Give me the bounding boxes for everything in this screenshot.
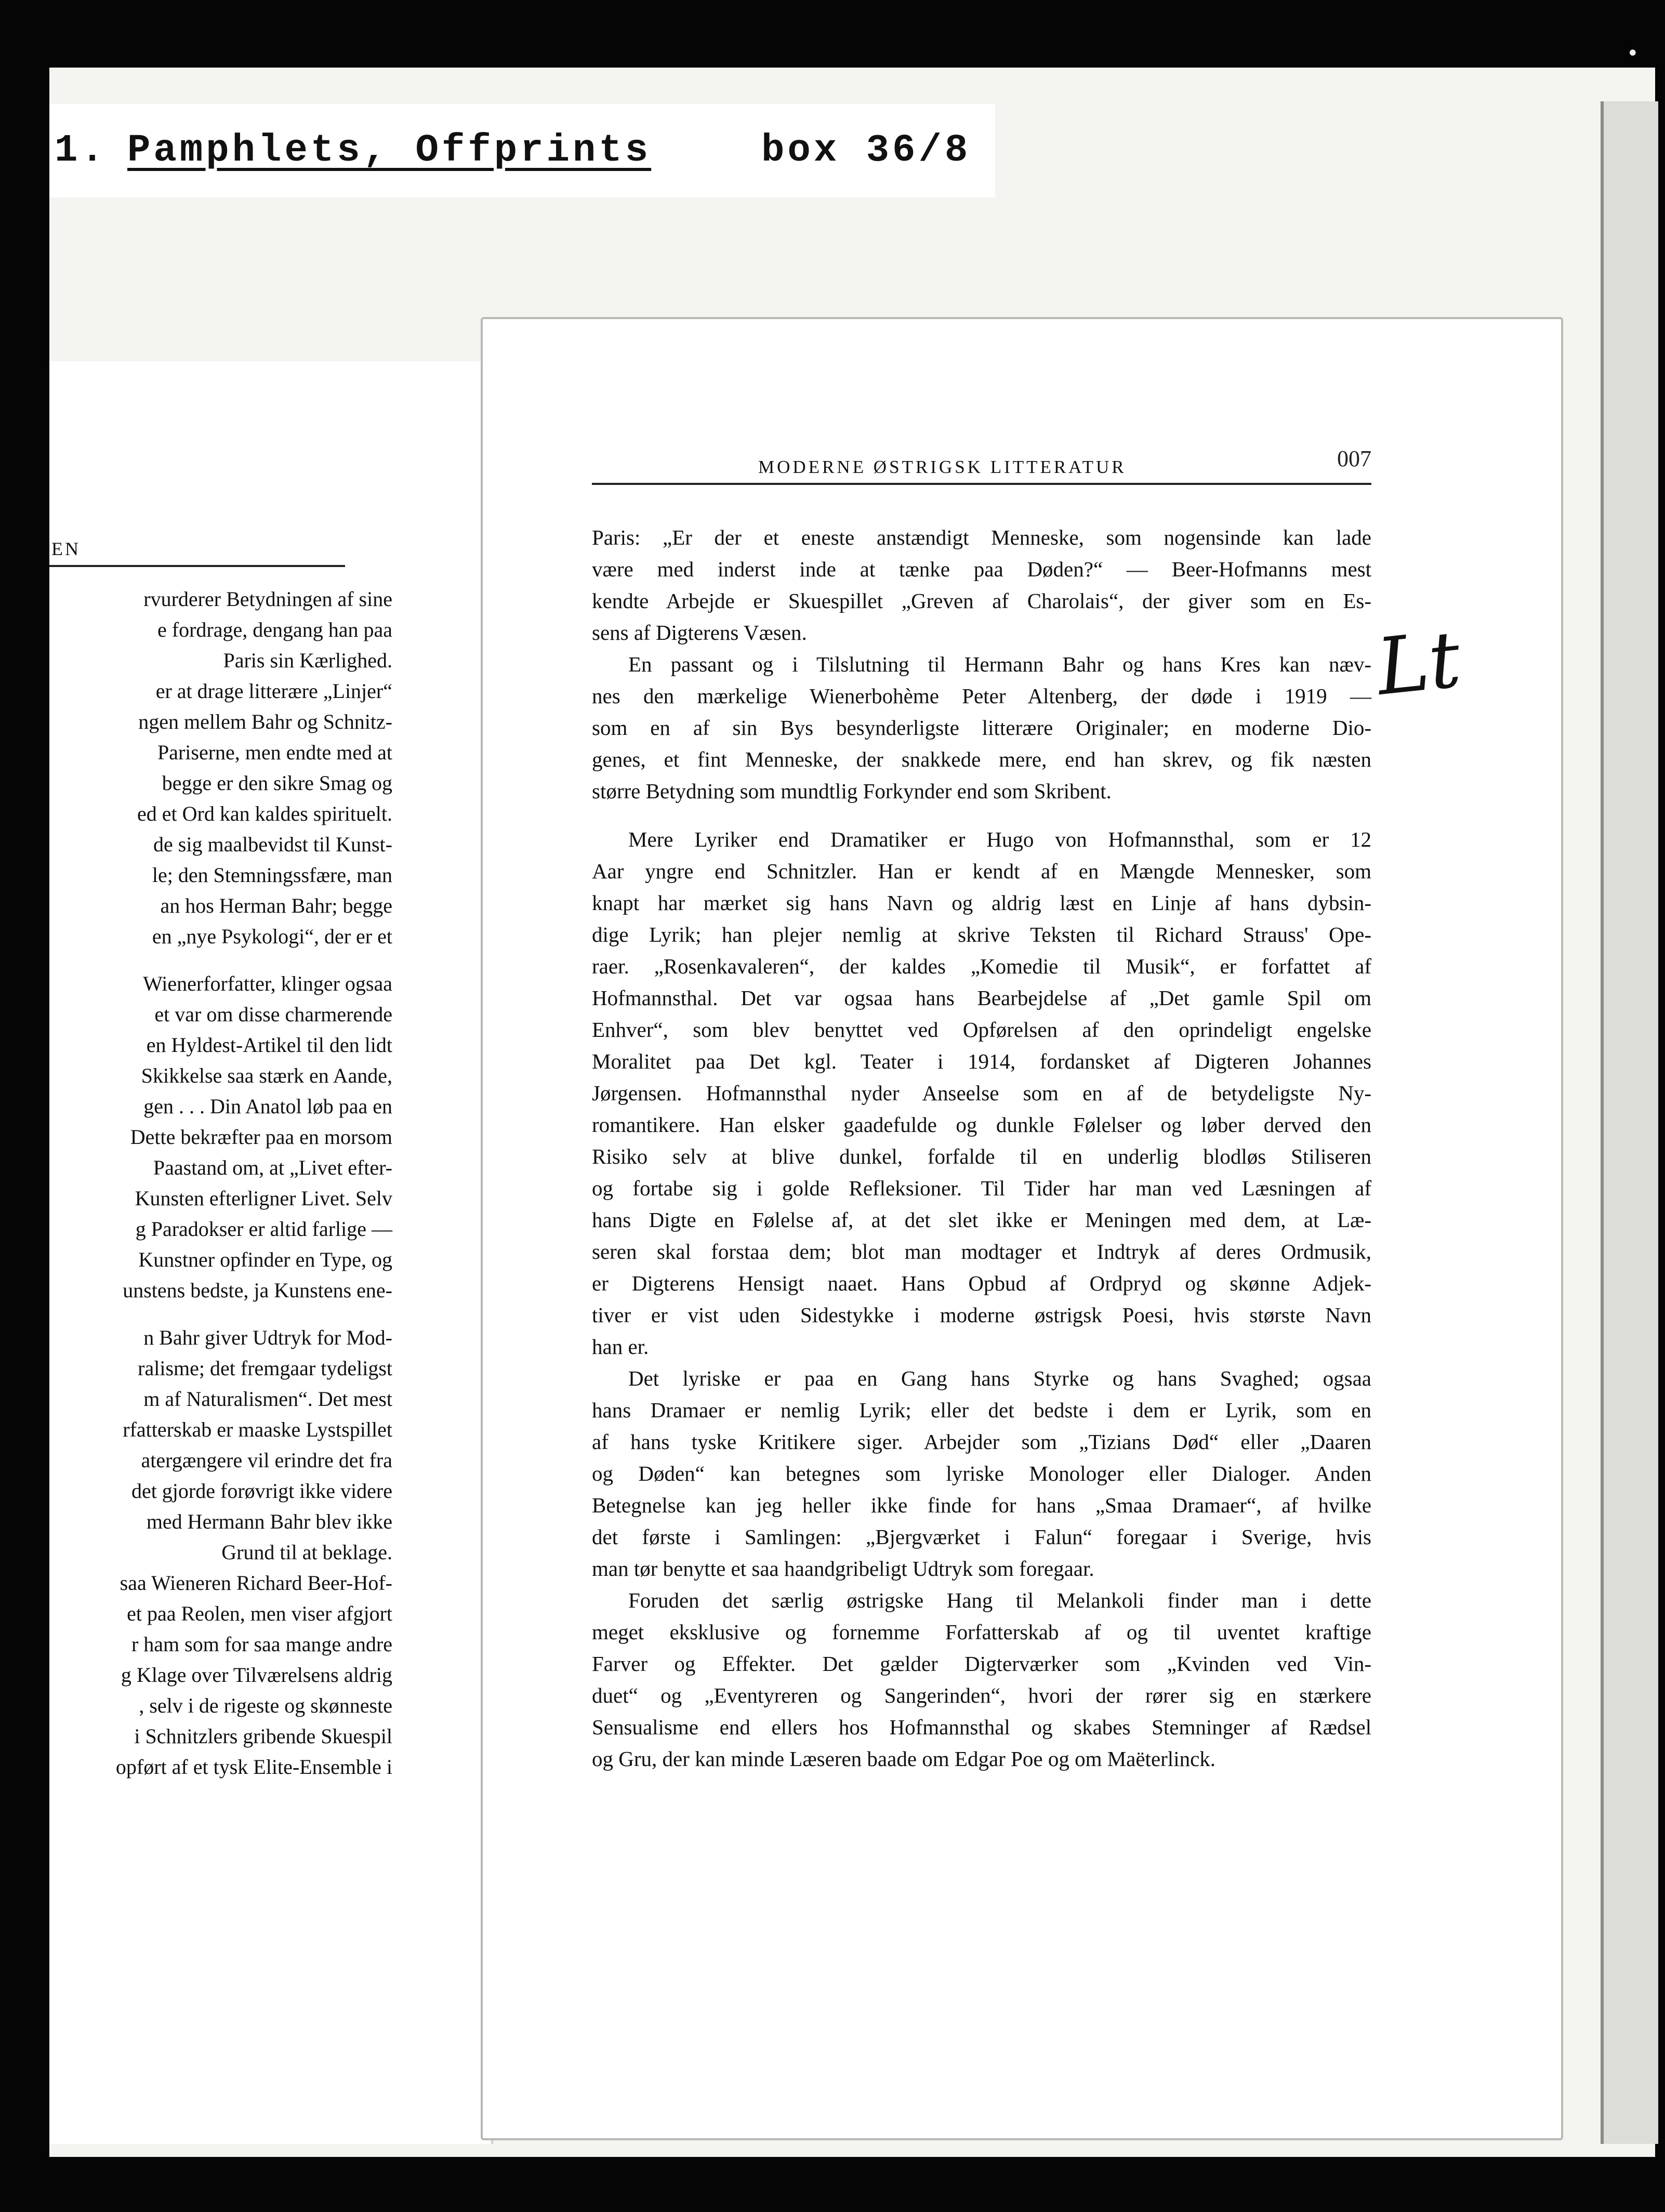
text-line: sens af Digterens Væsen. bbox=[592, 621, 807, 644]
left-page-header: EN bbox=[49, 538, 345, 567]
text-line: rvurderer Betydningen af sine bbox=[143, 587, 392, 611]
text-line: m af Naturalismen“. Det mest bbox=[143, 1387, 392, 1411]
text-line: genes, et fint Menneske, der snakkede mere, end han skrev, og fik næsten bbox=[592, 747, 1371, 771]
text-line: e fordrage, dengang han paa bbox=[157, 618, 392, 641]
paragraph-gap bbox=[592, 807, 1371, 824]
text-line: Mere Lyriker end Dramatiker er Hugo von Hofmannsthal, som er 12 bbox=[628, 827, 1371, 851]
text-line: Det lyriske er paa en Gang hans Styrke og hans Svaghed; ogsaa bbox=[628, 1366, 1371, 1390]
text-line: som en af sin Bys besynderligste litterære Originaler; en moderne Dio- bbox=[592, 716, 1371, 740]
text-line: Sensualisme end ellers hos Hofmannsthal og skabes Stemninger af Rædsel bbox=[592, 1715, 1371, 1739]
text-line: duet“ og „Eventyreren og Sangerinden“, hvori der rører sig en stærkere bbox=[592, 1683, 1371, 1707]
text-line: Paris: „Er der et eneste anstændigt Menneske, som nogensinde kan lade bbox=[592, 525, 1371, 549]
catalog-label bbox=[49, 104, 995, 198]
text-line: atergængere vil erindre det fra bbox=[141, 1449, 392, 1472]
text-line: an hos Herman Bahr; begge bbox=[160, 894, 392, 917]
text-line: en Hyldest-Artikel til den lidt bbox=[146, 1033, 392, 1057]
text-line: romantikere. Han elsker gaadefulde og dunkle Følelser og løber derved den bbox=[592, 1113, 1371, 1137]
text-line: g Paradokser er altid farlige — bbox=[135, 1217, 392, 1241]
text-line: meget eksklusive og fornemme Forfatterskab af og til uventet kraftige bbox=[592, 1620, 1371, 1644]
text-line: Moralitet paa Det kgl. Teater i 1914, fordansket af Digteren Johannes bbox=[592, 1049, 1371, 1073]
text-line: Hofmannsthal. Det var ogsaa hans Bearbejdelse af „Det gamle Spil om bbox=[592, 986, 1371, 1010]
text-line: det gjorde forøvrigt ikke videre bbox=[131, 1479, 392, 1503]
text-line: Wienerforfatter, klinger ogsaa bbox=[143, 972, 392, 995]
text-line: de sig maalbevidst til Kunst- bbox=[153, 833, 392, 856]
text-line: hans Digte en Følelse af, at det slet ikke er Meningen med dem, at Læ- bbox=[592, 1208, 1371, 1232]
text-line: er at drage litterære „Linjer“ bbox=[155, 679, 392, 703]
right-page-text bbox=[592, 522, 1371, 1775]
text-line: det første i Samlingen: „Bjergværket i Falun“ foregaar i Sverige, hvis bbox=[592, 1525, 1371, 1549]
text-line: Skikkelse saa stærk en Aande, bbox=[141, 1064, 392, 1087]
label-number: 1. bbox=[55, 129, 107, 173]
text-line: g Klage over Tilværelsens aldrig bbox=[121, 1663, 392, 1687]
text-line: man tør benytte et saa haandgribeligt Udtryk som foregaar. bbox=[592, 1557, 1094, 1581]
right-page bbox=[481, 317, 1563, 2140]
text-line: i Schnitzlers gribende Skuespil bbox=[134, 1724, 392, 1748]
text-line: unstens bedste, ja Kunstens ene- bbox=[123, 1279, 392, 1302]
text-line: Paastand om, at „Livet efter- bbox=[153, 1156, 392, 1179]
text-line: r ham som for saa mange andre bbox=[131, 1632, 392, 1656]
right-page-header bbox=[592, 441, 1371, 485]
text-line: Kunstner opfinder en Type, og bbox=[138, 1248, 392, 1271]
text-line: Pariserne, men endte med at bbox=[157, 741, 392, 764]
handwritten-annotation: Lt bbox=[1372, 614, 1465, 713]
text-line: Farver og Effekter. Det gælder Digterværker som „Kvinden ved Vin- bbox=[592, 1652, 1371, 1676]
text-line: tiver er vist uden Sidestykke i moderne østrigsk Poesi, hvis største Navn bbox=[592, 1303, 1371, 1327]
text-line: og Gru, der kan minde Læseren baade om Edgar Poe og om Maëterlinck. bbox=[592, 1747, 1216, 1771]
text-line: er Digterens Hensigt naaet. Hans Opbud af Ordpryd og skønne Adjek- bbox=[592, 1271, 1371, 1295]
paragraph-gap bbox=[49, 952, 392, 968]
text-line: større Betydning som mundtlig Forkynder end som Skribent. bbox=[592, 779, 1112, 803]
text-line: et paa Reolen, men viser afgjort bbox=[127, 1602, 392, 1625]
text-line: seren skal forstaa dem; blot man modtager et Indtryk af deres Ordmusik, bbox=[592, 1240, 1371, 1263]
text-line: og Døden“ kan betegnes som lyriske Monologer eller Dialoger. Anden bbox=[592, 1462, 1371, 1485]
text-line: Kunsten efterligner Livet. Selv bbox=[135, 1187, 392, 1210]
text-line: nes den mærkelige Wienerbohème Peter Altenberg, der døde i 1919 — bbox=[592, 684, 1371, 708]
text-line: hans Dramaer er nemlig Lyrik; eller det bedste i dem er Lyrik, som en bbox=[592, 1398, 1371, 1422]
left-page bbox=[49, 361, 493, 2144]
text-line: dige Lyrik; han plejer nemlig at skrive Teksten til Richard Strauss' Ope- bbox=[592, 923, 1371, 946]
paragraph-gap bbox=[49, 1306, 392, 1322]
left-page-text bbox=[49, 584, 392, 1782]
text-line: Enhver“, som blev benyttet ved Opførelsen af den oprindeligt engelske bbox=[592, 1018, 1371, 1042]
text-line: ralisme; det fremgaar tydeligst bbox=[138, 1357, 392, 1380]
text-line: begge er den sikre Smag og bbox=[162, 771, 392, 795]
text-line: Risiko selv at blive dunkel, forfalde til en underlig blodløs Stiliseren bbox=[592, 1144, 1371, 1168]
text-line: Dette bekræfter paa en morsom bbox=[130, 1125, 392, 1149]
text-line: knapt har mærket sig hans Navn og aldrig læst en Linje af hans dybsin- bbox=[592, 891, 1371, 915]
corner-mark: • bbox=[1627, 42, 1639, 65]
text-line: Aar yngre end Schnitzler. Han er kendt af en Mængde Mennesker, som bbox=[592, 859, 1371, 883]
text-line: le; den Stemningssfære, man bbox=[152, 863, 392, 887]
label-collection: Pamphlets, Offprints bbox=[127, 129, 652, 173]
text-line: opført af et tysk Elite-Ensemble i bbox=[115, 1755, 392, 1779]
text-line: Grund til at beklage. bbox=[221, 1540, 392, 1564]
text-line: et var om disse charmerende bbox=[154, 1003, 392, 1026]
text-line: ngen mellem Bahr og Schnitz- bbox=[138, 710, 392, 733]
text-line: være med inderst inde at tænke paa Døden?“ — Beer-Hofmanns mest bbox=[592, 557, 1371, 581]
label-box: box 36/8 bbox=[761, 129, 971, 173]
text-line: saa Wieneren Richard Beer-Hof- bbox=[120, 1571, 392, 1595]
text-line: n Bahr giver Udtryk for Mod- bbox=[143, 1326, 392, 1349]
running-title: MODERNE ØSTRIGSK LITTERATUR bbox=[758, 457, 1127, 477]
text-line: Betegnelse kan jeg heller ikke finde for hans „Smaa Dramaer“, af hvilke bbox=[592, 1493, 1371, 1517]
text-line: en „nye Psykologi“, der er et bbox=[152, 925, 392, 948]
text-line: kendte Arbejde er Skuespillet „Greven af Charolais“, der giver som en Es- bbox=[592, 589, 1371, 613]
text-line: gen . . . Din Anatol løb paa en bbox=[143, 1095, 392, 1118]
text-line: Jørgensen. Hofmannsthal nyder Anseelse som en af de betydeligste Ny- bbox=[592, 1081, 1371, 1105]
page-number: 007 bbox=[1337, 446, 1371, 471]
text-line: af hans tyske Kritikere siger. Arbejder som „Tizians Død“ eller „Daaren bbox=[592, 1430, 1371, 1454]
text-line: og fortabe sig i golde Refleksioner. Til Tider har man ved Læsningen af bbox=[592, 1176, 1371, 1200]
sheet-edge bbox=[1601, 101, 1658, 2144]
text-line: rfatterskab er maaske Lystspillet bbox=[123, 1418, 392, 1441]
text-line: , selv i de rigeste og skønneste bbox=[139, 1694, 392, 1717]
text-line: med Hermann Bahr blev ikke bbox=[146, 1510, 392, 1533]
text-line: Paris sin Kærlighed. bbox=[223, 649, 392, 672]
text-line: ed et Ord kan kaldes spirituelt. bbox=[137, 802, 392, 825]
text-line: Foruden det særlig østrigske Hang til Melankoli finder man i dette bbox=[628, 1588, 1371, 1612]
text-line: han er. bbox=[592, 1335, 649, 1359]
text-line: raer. „Rosenkavaleren“, der kaldes „Komedie til Musik“, er forfattet af bbox=[592, 954, 1371, 978]
text-line: En passant og i Tilslutning til Hermann Bahr og hans Kres kan næv- bbox=[628, 652, 1371, 676]
